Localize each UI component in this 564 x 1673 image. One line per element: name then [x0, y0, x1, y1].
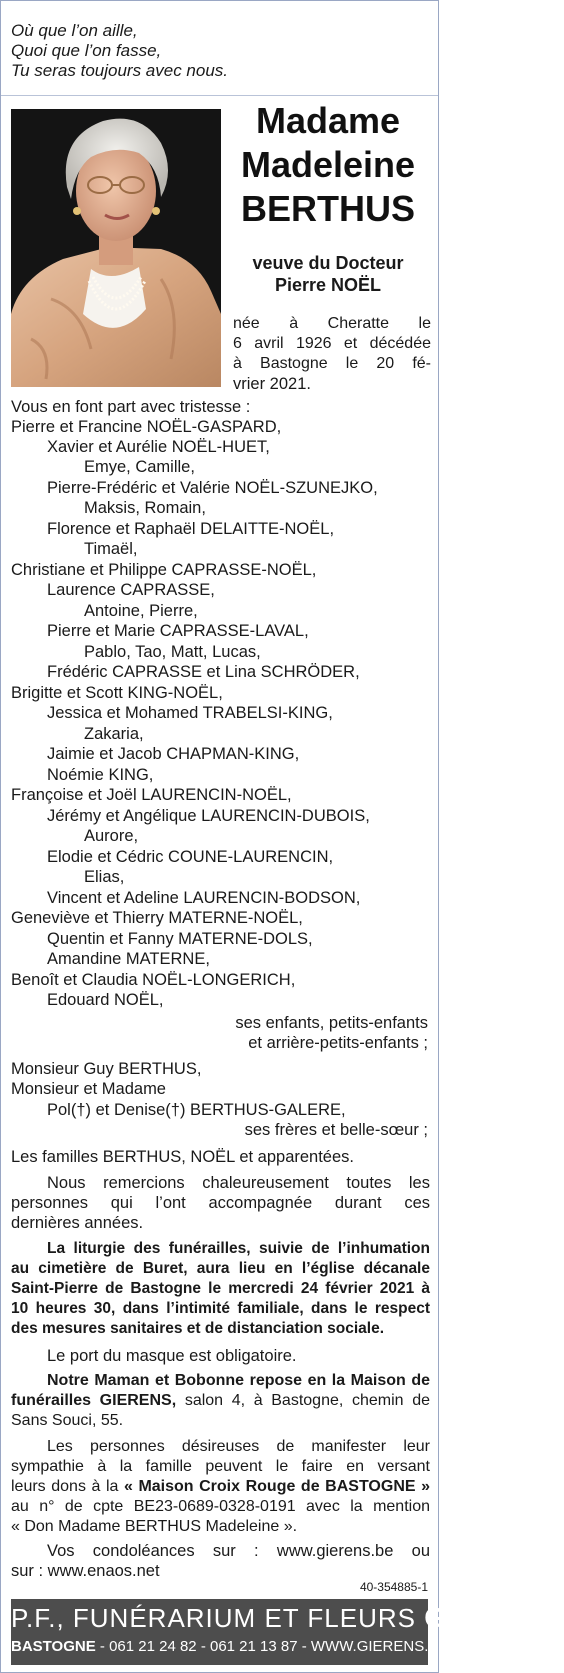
funeral-paragraph [11, 1239, 430, 1339]
family-line: Elias, [84, 868, 125, 886]
portrait-illustration [11, 109, 221, 387]
family-line: Quentin et Fanny MATERNE-DOLS, [47, 930, 313, 948]
donation-line: au n° de cpte BE23-0689-0328-0191 avec la mention [11, 1498, 430, 1515]
rest-line: Notre Maman et Bobonne repose en la Maison de [47, 1372, 430, 1389]
footer-prefix: P.F., FUNÉRARIUM ET FLEURS [11, 1603, 416, 1633]
birth-death-line: à Bastogne le 20 fé- [233, 355, 431, 372]
donation-paragraph [11, 1437, 430, 1537]
deceased-surname: BERTHUS [240, 188, 415, 229]
family-line: Pierre et Marie CAPRASSE-LAVAL, [47, 622, 309, 640]
thanks-line: dernières années. [11, 1214, 144, 1232]
birth-death-line: vrier 2021. [233, 375, 311, 393]
family-line: Maksis, Romain, [84, 499, 206, 517]
deceased-name-title: Madame [255, 100, 401, 141]
footer-phones-web: - 061 21 24 82 - 061 21 13 87 - WWW.GIERENS.BE [99, 1638, 449, 1655]
donation-line-start: leurs dons à la [11, 1478, 119, 1495]
family-line: Brigitte et Scott KING-NOËL, [11, 684, 223, 702]
children-caption: ses enfants, petits-enfants [235, 1014, 428, 1032]
widow-of-name: Pierre NOËL [274, 275, 382, 295]
family-line: Pablo, Tao, Matt, Lucas, [84, 643, 261, 661]
portrait-photo [11, 109, 221, 387]
poem-line: Où que l’on aille, [11, 21, 138, 40]
deceased-first-name: Madeleine [240, 144, 416, 185]
intro-poem [11, 21, 228, 81]
family-line: Pierre et Francine NOËL-GASPARD, [11, 418, 282, 436]
donation-line [11, 1477, 430, 1497]
sibling-line: Monsieur et Madame [11, 1080, 166, 1098]
family-line: Emye, Camille, [84, 458, 195, 476]
footer-title [11, 1602, 564, 1633]
footer-city: BASTOGNE [11, 1638, 96, 1655]
funeral-line: Saint-Pierre de Bastogne le mercredi 24 février 2021 à [11, 1280, 430, 1297]
family-line: Zakaria, [84, 725, 144, 743]
sibling-line: Pol(†) et Denise(†) BERTHUS-GALERE, [47, 1101, 346, 1119]
children-caption: et arrière-petits-enfants ; [248, 1034, 428, 1052]
widow-of-line: veuve du Docteur [252, 253, 404, 273]
sibling-line: Monsieur Guy BERTHUS, [11, 1060, 202, 1078]
rest-line [11, 1391, 430, 1411]
family-line: Amandine MATERNE, [47, 950, 210, 968]
footer-contact [11, 1637, 449, 1657]
funeral-home-footer [11, 1599, 564, 1665]
rest-paragraph [11, 1371, 430, 1431]
funeral-line: des mesures sanitaires et de distanciation sociale. [11, 1320, 385, 1337]
poem-line: Tu seras toujours avec nous. [11, 61, 229, 80]
family-line: Aurore, [84, 827, 139, 845]
siblings-caption: ses frères et belle-sœur ; [244, 1121, 428, 1139]
family-line: Noémie KING, [47, 766, 154, 784]
footer-brand: GIERENS [424, 1602, 564, 1633]
family-line: Xavier et Aurélie NOËL-HUET, [47, 438, 270, 456]
family-line: Christiane et Philippe CAPRASSE-NOËL, [11, 561, 317, 579]
birth-death-line: née à Cheratte le [233, 315, 431, 332]
donation-line: « Don Madame BERTHUS Madeleine ». [11, 1518, 298, 1535]
funeral-line: 10 heures 30, dans l’intimité familiale, dans le respect [11, 1300, 430, 1317]
rest-line: Sans Souci, 55. [11, 1412, 124, 1429]
family-line: Jessica et Mohamed TRABELSI-KING, [47, 704, 333, 722]
thanks-line: personnes qui l’ont accompagnée durant ces [11, 1194, 430, 1212]
family-line: Jérémy et Angélique LAURENCIN-DUBOIS, [47, 807, 370, 825]
funeral-line: au cimetière de Buret, aura lieu en l’église décanale [11, 1260, 430, 1277]
family-line: Antoine, Pierre, [84, 602, 198, 620]
thanks-line: Nous remercions chaleureusement toutes les [47, 1174, 430, 1192]
thanks-paragraph [11, 1173, 430, 1233]
family-intro: Vous en font part avec tristesse : [11, 398, 251, 416]
family-line: Françoise et Joël LAURENCIN-NOËL, [11, 786, 292, 804]
donation-line: Les personnes désireuses de manifester leur [47, 1438, 430, 1455]
family-line: Laurence CAPRASSE, [47, 581, 215, 599]
family-line: Pierre-Frédéric et Valérie NOËL-SZUNEJKO, [47, 479, 378, 497]
poem-line: Quoi que l’on fasse, [11, 41, 162, 60]
family-line: Benoît et Claudia NOËL-LONGERICH, [11, 971, 296, 989]
birth-death-line: 6 avril 1926 et décédée [233, 335, 431, 352]
funeral-home-name: funérailles GIERENS, [11, 1392, 177, 1409]
family-line: Florence et Raphaël DELAITTE-NOËL, [47, 520, 335, 538]
family-line: Elodie et Cédric COUNE-LAURENCIN, [47, 848, 334, 866]
charity-name: « Maison Croix Rouge de BASTOGNE » [123, 1478, 430, 1495]
donation-line: sympathie à la famille peuvent le faire en versant [11, 1458, 430, 1475]
family-line: Timaël, [84, 540, 138, 558]
condolences-line: sur : www.enaos.net [11, 1562, 160, 1580]
family-line: Frédéric CAPRASSE et Lina SCHRÖDER, [47, 663, 360, 681]
mask-notice: Le port du masque est obligatoire. [47, 1347, 297, 1365]
condolences-paragraph [11, 1541, 430, 1581]
separator-line [1, 95, 438, 96]
family-line: Geneviève et Thierry MATERNE-NOËL, [11, 909, 303, 927]
condolences-line: Vos condoléances sur : www.gierens.be ou [47, 1542, 430, 1560]
funeral-home-address: salon 4, à Bastogne, chemin de [184, 1392, 430, 1409]
family-line: Edouard NOËL, [47, 991, 164, 1009]
funeral-line: La liturgie des funérailles, suivie de l’inhumation [47, 1240, 430, 1257]
reference-number: 40-354885-1 [359, 1580, 428, 1594]
families-line: Les familles BERTHUS, NOËL et apparentées. [11, 1148, 354, 1166]
family-line: Jaimie et Jacob CHAPMAN-KING, [47, 745, 300, 763]
family-line: Vincent et Adeline LAURENCIN-BODSON, [47, 889, 361, 907]
